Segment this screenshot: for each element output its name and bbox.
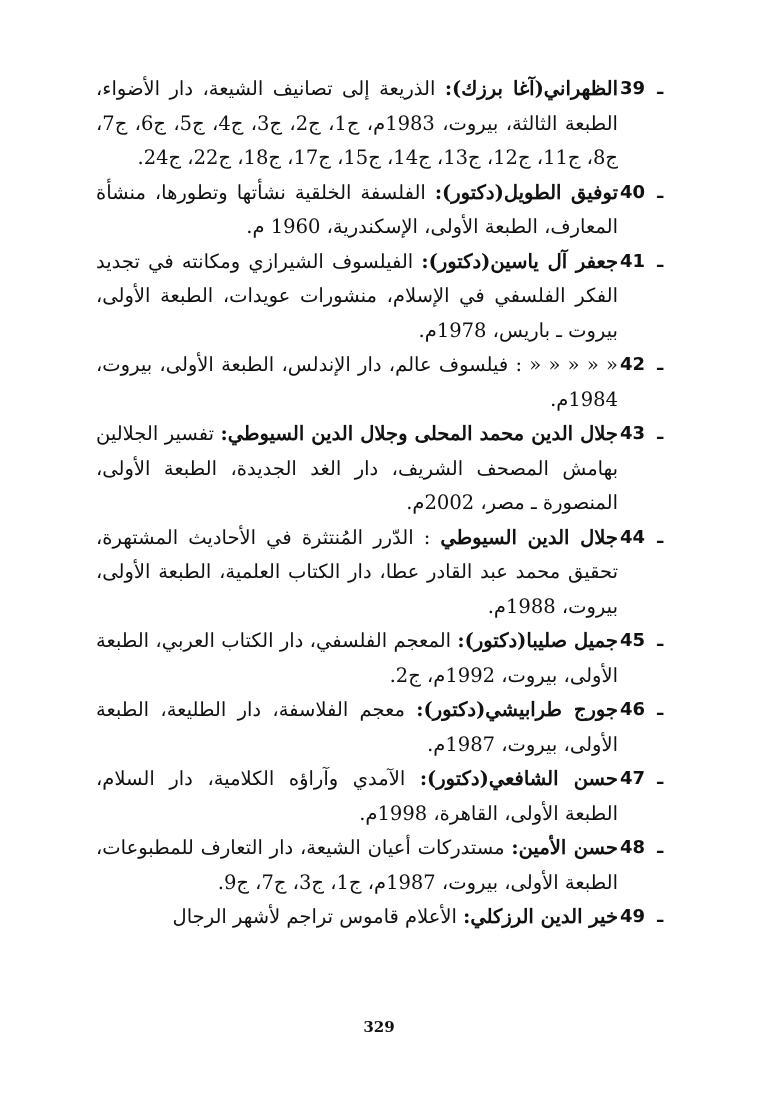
entry-number: 47 xyxy=(620,768,646,789)
entry-details: : الدّرر المُنتثرة في الأحاديث المشتهرة، تحقيق محمد عبد القادر عطا، دار الكتاب العلمية، الطبعة الأولى، بيروت، 1988م. xyxy=(96,525,618,618)
entry-details: الآمدي وآراؤه الكلامية، دار السلام، الطبعة الأولى، القاهرة، 1998م. xyxy=(96,767,618,825)
entry-author: توفيق الطويل(دكتور): xyxy=(434,180,618,204)
entry-author: جورج طرابيشي(دكتور): xyxy=(416,698,618,721)
bibliography-entry: 41 ـ جعفر آل ياسين(دكتور): الفيلسوف الشيرازي ومكانته في تجديد الفكر الفلسفي في الإسلام، منشورات عويدات، الطبعة الأولى، بيروت ـ باريس، 1978م. xyxy=(96,249,664,342)
entry-number: 48 xyxy=(620,837,646,858)
entry-details: الأعلام قاموس تراجم لأشهر الرجال xyxy=(172,905,464,928)
entry-author: حسن الشافعي(دكتور): xyxy=(419,767,618,790)
entry-details: مستدركات أعيان الشيعة، دار التعارف للمطبوعات، الطبعة الأولى، بيروت، 1987م، ج1، ج3، ج7، ج9. xyxy=(96,836,618,894)
entry-number: 43 xyxy=(620,423,646,444)
entry-details: الفيلسوف الشيرازي ومكانته في تجديد الفكر الفلسفي في الإسلام، منشورات عويدات، الطبعة الأولى، بيروت ـ باريس، 1978م. xyxy=(96,249,618,342)
entry-number: 45 xyxy=(620,630,646,651)
entry-author: جعفر آل ياسين(دكتور): xyxy=(421,249,618,273)
entry-author: جلال الدين السيوطي xyxy=(440,525,618,549)
entry-details: الذريعة إلى تصانيف الشيعة، دار الأضواء، الطبعة الثالثة، بيروت، 1983م، ج1، ج2، ج3، ج4، ج5، ج6، ج7، ج8، ج11، ج12، ج13، ج14، ج15، ج17، ج18، ج22، ج24. xyxy=(96,77,618,169)
entry-number: 44 xyxy=(620,526,646,548)
bibliography-entry: 45 ـ جميل صليبا(دكتور): المعجم الفلسفي، دار الكتاب العربي، الطبعة الأولى، بيروت، 1992م، ج2. xyxy=(96,629,664,687)
entry-number: 46 xyxy=(620,699,646,720)
bibliography-entry: 43 ـ جلال الدين محمد المحلى وجلال الدين السيوطي: تفسير الجلالين بهامش المصحف الشريف، دار الغد الجديدة، الطبعة الأولى، المنصورة ـ مصر، 2002م. xyxy=(96,422,664,514)
entry-number: 39 xyxy=(620,78,646,99)
entry-details: معجم الفلاسفة، دار الطليعة، الطبعة الأولى، بيروت، 1987م. xyxy=(96,698,618,756)
entry-details: المعجم الفلسفي، دار الكتاب العربي، الطبعة الأولى، بيروت، 1992م، ج2. xyxy=(96,629,618,687)
bibliography-entry: 47 ـ حسن الشافعي(دكتور): الآمدي وآراؤه الكلامية، دار السلام، الطبعة الأولى، القاهرة، 1998م. xyxy=(96,767,664,825)
entry-number: 42 xyxy=(620,354,646,375)
bibliography-entry: 46 ـ جورج طرابيشي(دكتور): معجم الفلاسفة، دار الطليعة، الطبعة الأولى، بيروت، 1987م. xyxy=(96,698,664,756)
bibliography-entry: 39 ـ الظهراني(آغا برزك): الذريعة إلى تصانيف الشيعة، دار الأضواء، الطبعة الثالثة، بيروت، 1983م، ج1، ج2، ج3، ج4، ج5، ج6، ج7، ج8، ج11، ج12، ج13، ج14، ج15، ج17، ج18، ج22، ج24. xyxy=(96,77,664,169)
entry-number: 41 xyxy=(620,250,646,272)
entry-author: جميل صليبا(دكتور): xyxy=(457,629,618,652)
entry-author: جلال الدين محمد المحلى وجلال الدين السيوطي: xyxy=(220,422,618,445)
entry-number: 40 xyxy=(620,181,646,203)
entry-number: 49 xyxy=(620,906,646,927)
entry-details: الفلسفة الخلقية نشأتها وتطورها، منشأة المعارف، الطبعة الأولى، الإسكندرية، 1960 م. xyxy=(96,180,618,238)
bibliography-entry: 40 ـ توفيق الطويل(دكتور): الفلسفة الخلقية نشأتها وتطورها، منشأة المعارف، الطبعة الأولى، الإسكندرية، 1960 م. xyxy=(96,180,664,238)
bibliography-entry: 48 ـ حسن الأمين: مستدركات أعيان الشيعة، دار التعارف للمطبوعات، الطبعة الأولى، بيروت، 1987م، ج1، ج3، ج7، ج9. xyxy=(96,836,664,894)
bibliography-entry: 42 ـ « « « « « : فيلسوف عالم، دار الإندلس، الطبعة الأولى، بيروت، 1984م. xyxy=(96,353,664,411)
entry-details: تفسير الجلالين بهامش المصحف الشريف، دار الغد الجديدة، الطبعة الأولى، المنصورة ـ مصر، 2002م. xyxy=(96,422,618,514)
entry-details: « « « « « : فيلسوف عالم، دار الإندلس، الطبعة الأولى، بيروت، 1984م. xyxy=(96,353,618,411)
bibliography-list xyxy=(96,72,680,935)
bibliography-entry: 44 ـ جلال الدين السيوطي : الدّرر المُنتثرة في الأحاديث المشتهرة، تحقيق محمد عبد القادر عطا، دار الكتاب العلمية، الطبعة الأولى، بيروت، 1988م. xyxy=(96,525,664,618)
entry-author: الظهراني(آغا برزك): xyxy=(444,77,619,100)
page-number: 329 xyxy=(363,1018,395,1036)
bibliography-entry: 49 ـ خير الدين الرزكلي: الأعلام قاموس تراجم لأشهر الرجال xyxy=(172,905,664,928)
entry-author: حسن الأمين: xyxy=(511,836,618,859)
entry-author: خير الدين الرزكلي: xyxy=(463,905,618,928)
